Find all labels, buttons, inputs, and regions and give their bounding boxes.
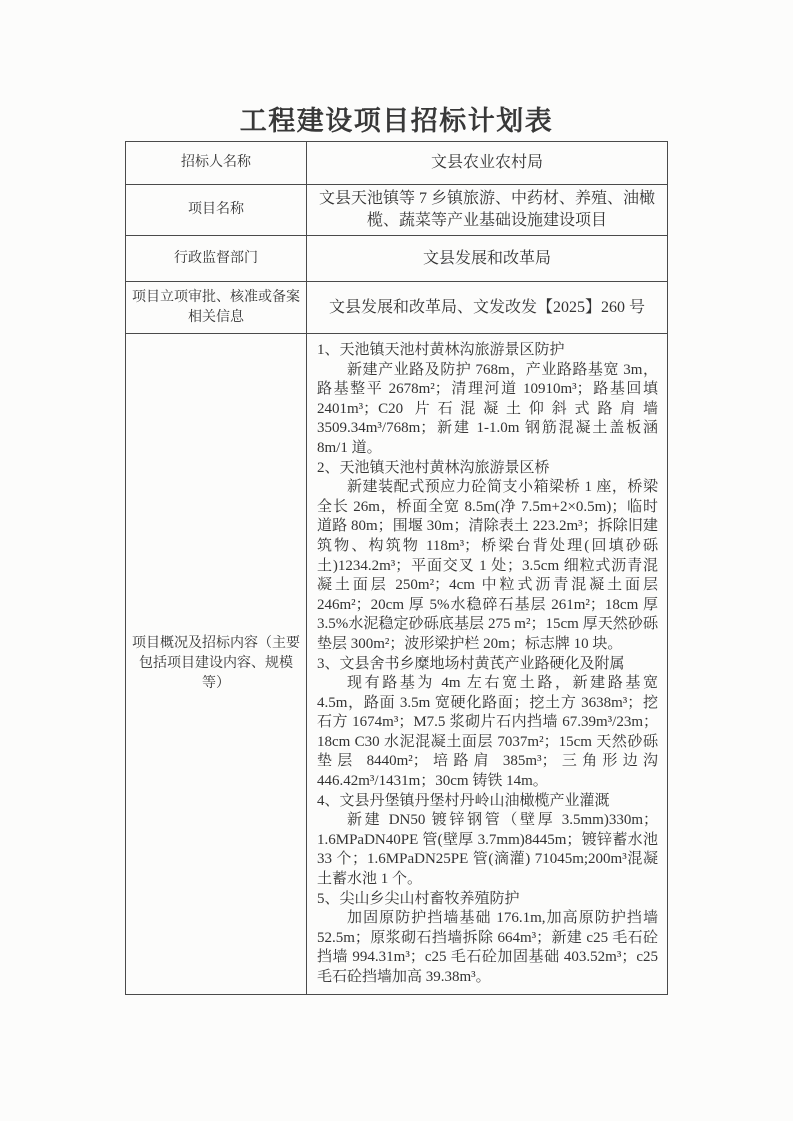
row-value-bidder-name: 文县农业农村局 bbox=[307, 142, 668, 185]
row-value-project-name: 文县天池镇等 7 乡镇旅游、中药材、养殖、油橄榄、蔬菜等产业基础设施建设项目 bbox=[307, 185, 668, 236]
row-label-approval-info: 项目立项审批、核准或备案相关信息 bbox=[126, 282, 307, 334]
row-label-supervising-department: 行政监督部门 bbox=[126, 236, 307, 282]
overview-section-1 bbox=[317, 341, 658, 459]
section-1-heading: 1、天池镇天池村黄林沟旅游景区防护 bbox=[317, 342, 565, 358]
overview-content-cell bbox=[307, 334, 668, 995]
row-value-approval-info: 文县发展和改革局、文发改发【2025】260 号 bbox=[307, 282, 668, 334]
table-row-bidder-name bbox=[126, 142, 668, 185]
section-2-heading: 2、天池镇天池村黄林沟旅游景区桥 bbox=[317, 459, 550, 476]
row-label-project-name: 项目名称 bbox=[126, 185, 307, 236]
section-5-heading: 5、尖山乡尖山村畜牧养殖防护 bbox=[317, 890, 520, 907]
table-row-approval-info bbox=[126, 282, 668, 334]
page-title: 工程建设项目招标计划表 bbox=[239, 106, 554, 136]
overview-section-4 bbox=[317, 792, 658, 890]
table-row-supervising-department bbox=[126, 236, 668, 282]
overview-section-5 bbox=[317, 890, 658, 988]
section-5-body: 加固原防护挡墙基础 176.1m,加高原防护挡墙 52.5m；原浆砌石挡墙拆除 664m³；新建 c25 毛石砼挡墙 994.31m³；c25 毛石砼加固基础 403.52m³；c25 毛石砼挡墙加高 39.38m³。 bbox=[317, 910, 658, 985]
section-4-heading: 4、文县丹堡镇丹堡村丹岭山油橄榄产业灌溉 bbox=[317, 792, 610, 809]
table-row-project-overview bbox=[126, 334, 668, 995]
section-4-body: 新建 DN50 镀锌钢管（壁厚 3.5mm)330m；1.6MPaDN40PE 管(壁厚 3.7mm)8445m；镀锌蓄水池 33 个；1.6MPaDN25PE 管(滴灌) 71045m;200m³混凝土蓄水池 1 个。 bbox=[317, 812, 658, 888]
section-3-body: 现有路基为 4m 左右宽土路，新建路基宽 4.5m，路面 3.5m 宽硬化路面；挖土方 3638m³；挖石方 1674m³；M7.5 浆砌片石内挡墙 67.39m³/23m；18cm C30 水泥混凝土面层 7037m²；15cm 天然砂砾垫层 8440m²；培路肩 385m³；三角形边沟 446.42m³/1431m；30cm 铸铁 14m。 bbox=[317, 675, 658, 790]
overview-section-2 bbox=[317, 459, 658, 655]
table-row-project-name bbox=[126, 185, 668, 236]
row-label-bidder-name: 招标人名称 bbox=[126, 142, 307, 185]
bidding-plan-table bbox=[125, 141, 668, 995]
overview-label-cell: 项目概况及招标内容（主要包括项目建设内容、规模等） bbox=[126, 334, 307, 995]
section-3-heading: 3、文县舍书乡糜地场村黄芪产业路硬化及附属 bbox=[317, 655, 625, 672]
row-value-supervising-department: 文县发展和改革局 bbox=[307, 236, 668, 282]
overview-section-3 bbox=[317, 655, 658, 792]
section-2-body: 新建装配式预应力砼简支小箱梁桥 1 座，桥梁全长 26m，桥面全宽 8.5m(净 7.5m+2×0.5m)；临时道路 80m；围堰 30m；清除表土 223.2m³；拆除旧建筑物、构筑物 118m³；桥梁台背处理(回填砂砾土)1234.2m³；平面交叉 1 处；3.5cm 细粒式沥青混凝土面层 250m²；4cm 中粒式沥青混凝土面层 246m²；20cm 厚 5%水稳碎石基层 261m²；18cm 厚 3.5%水泥稳定砂砾底基层 275 m²；15cm 厚天然砂砾垫层 300m²；波形梁护栏 20m；标志牌 10 块。 bbox=[317, 479, 658, 652]
section-1-body: 新建产业路及防护 768m，产业路路基宽 3m，路基整平 2678m²；清理河道 10910m³；路基回填 2401m³；C20 片石混凝土仰斜式路肩墙 3509.34m³/768m；新建 1-1.0m 钢筋混凝土盖板涵 8m/1 道。 bbox=[317, 361, 658, 456]
